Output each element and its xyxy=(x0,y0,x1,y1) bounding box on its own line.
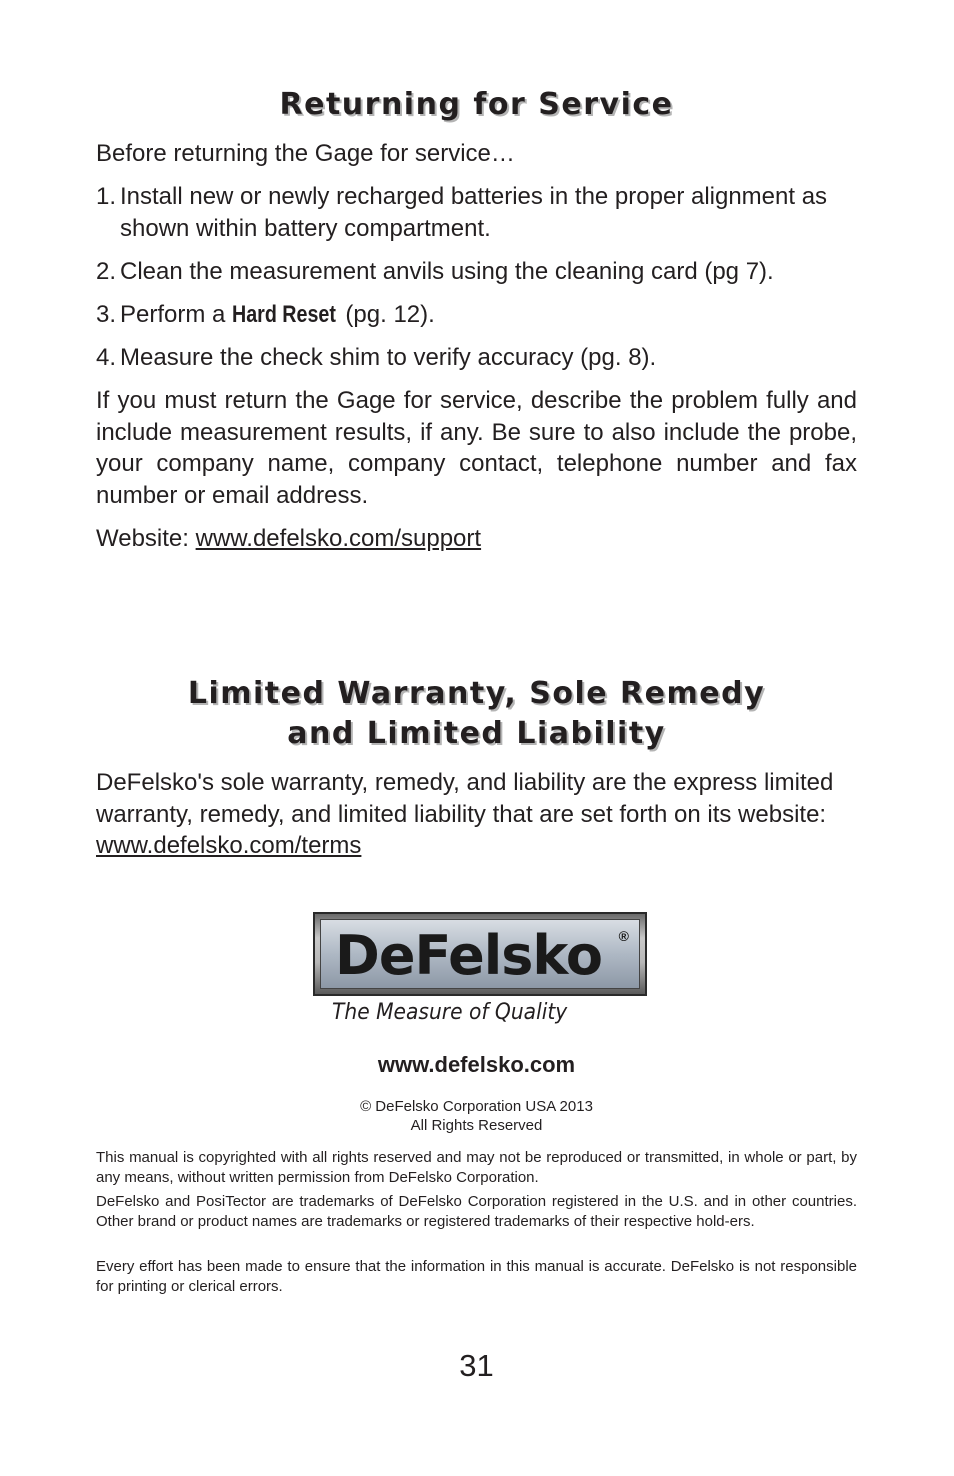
section-title-returning-for-service: Returning for Service xyxy=(279,87,674,122)
logo-plate xyxy=(320,919,640,989)
list-text: Install new or newly recharged batteries in the proper alignment as shown within battery compartment. xyxy=(120,183,828,242)
rights-line: All Rights Reserved xyxy=(410,1117,543,1134)
list-item xyxy=(96,181,857,244)
list-number: 2. xyxy=(96,258,117,285)
website-line xyxy=(96,523,857,555)
trademark-notice: DeFelsko and PosiTector are trademarks of DeFelsko Corporation registered in the U.S. and in other countries. Other brand or product names are trademarks or registered trademarks of their respective hold-ers. xyxy=(96,1193,857,1230)
footer-website[interactable]: www.defelsko.com xyxy=(377,1052,576,1077)
list-item xyxy=(96,299,857,331)
accuracy-notice: Every effort has been made to ensure that the information in this manual is accurate. DeFelsko is not responsible for printing or clerical errors. xyxy=(96,1258,857,1295)
list-number: 4. xyxy=(96,344,117,371)
terms-link[interactable]: www.defelsko.com/terms xyxy=(96,832,362,859)
registered-mark: ® xyxy=(618,928,629,944)
hard-reset-term: Hard Reset xyxy=(232,301,336,328)
logo-wordmark: DeFelsko xyxy=(335,924,602,987)
section-title-warranty-line2: and Limited Liability xyxy=(287,716,666,751)
section-title-warranty-line1: Limited Warranty, Sole Remedy xyxy=(187,676,766,711)
list-text xyxy=(120,299,857,331)
warranty-text: DeFelsko's sole warranty, remedy, and liability are the express limited warranty, remedy, and limited liability that are set forth on its website: xyxy=(96,769,834,828)
copyright-line: © DeFelsko Corporation USA 2013 xyxy=(360,1098,593,1115)
list-item xyxy=(96,256,857,288)
list-number: 3. xyxy=(96,301,117,328)
warranty-body xyxy=(96,767,857,862)
list-item xyxy=(96,342,857,374)
service-instructions: If you must return the Gage for service, describe the problem fully and include measurement results, if any. Be sure to also include the probe, your company name, company contact, telephone number and fax number or email address. xyxy=(96,387,857,509)
support-link[interactable]: www.defelsko.com/support xyxy=(195,525,482,552)
service-intro: Before returning the Gage for service… xyxy=(96,140,515,167)
list-text: Measure the check shim to verify accuracy (pg. 8). xyxy=(120,344,657,371)
list-text-pre: Perform a xyxy=(120,301,233,328)
page-number: 31 xyxy=(459,1348,494,1383)
logo-tagline: The Measure of Quality xyxy=(332,1000,568,1025)
list-text: Clean the measurement anvils using the cleaning card (pg 7). xyxy=(120,258,774,285)
website-label: Website: xyxy=(96,525,196,552)
list-text-post: (pg. 12). xyxy=(338,301,435,328)
list-number: 1. xyxy=(96,183,117,210)
copyright-notice: This manual is copyrighted with all rights reserved and may not be reproduced or transmitted, in whole or part, by any means, without written permission from DeFelsko Corporation. xyxy=(96,1149,857,1186)
defelsko-logo xyxy=(313,912,647,996)
